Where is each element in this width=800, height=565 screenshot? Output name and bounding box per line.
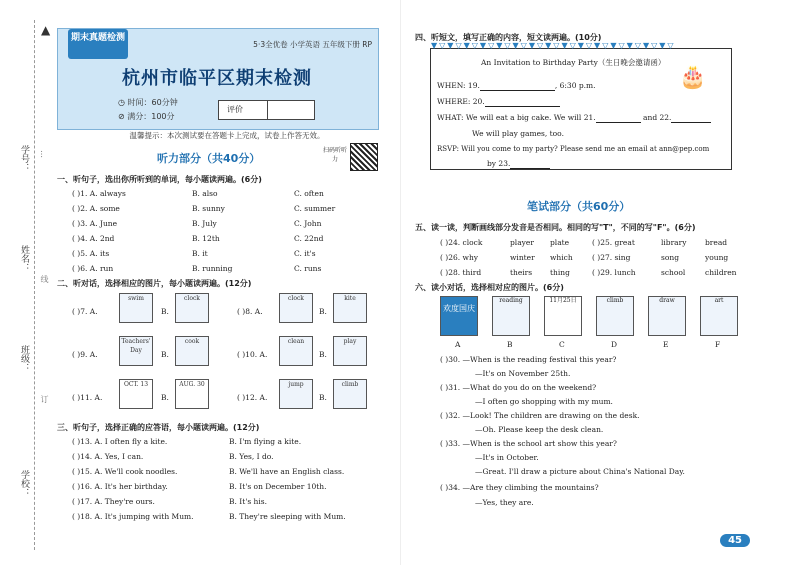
picture-a: 欢度国庆	[440, 296, 478, 336]
student-number-label: 学号：	[19, 145, 29, 172]
picture-8a: clock	[279, 293, 313, 323]
option-b: B. We'll have an English class.	[229, 467, 345, 476]
dialog-answer: —It's in October.	[475, 453, 539, 462]
picture-9a: Teachers' Day	[119, 336, 153, 366]
blank-22[interactable]	[671, 113, 711, 123]
score-box[interactable]	[218, 100, 315, 120]
letter-e: E	[663, 340, 669, 349]
word: young	[705, 253, 729, 262]
dialog-answer: —Yes, they are.	[475, 498, 534, 507]
list-item: ( )12. A.	[237, 393, 268, 402]
clock-icon: ◷	[118, 98, 128, 107]
option-c: C. often	[294, 189, 324, 198]
calendar-11a: OCT. 13	[119, 379, 153, 409]
list-item: ( )4. A. 2nd	[72, 234, 115, 243]
picture-12b: climb	[333, 379, 367, 409]
option-b-label: B.	[319, 393, 327, 402]
score-label: 评价	[227, 105, 243, 114]
option-b: B. also	[192, 189, 218, 198]
question-4-heading: 四、听短文，填写正确的内容，短文读两遍。(10分)	[415, 33, 602, 42]
class-label: 班级：	[19, 345, 29, 372]
option-c: C. 22nd	[294, 234, 324, 243]
picture-b: reading	[492, 296, 530, 336]
list-item: ( )11. A.	[72, 393, 103, 402]
list-item: ( )26. why	[440, 253, 479, 262]
cake-icon: 🎂	[679, 65, 707, 90]
page-divider	[400, 0, 401, 565]
picture-10b: play	[333, 336, 367, 366]
list-item: ( )14. A. Yes, I can.	[72, 452, 144, 461]
blank-23[interactable]	[510, 159, 550, 169]
option-b: B. They're sleeping with Mum.	[229, 512, 346, 521]
question-6-heading: 六、读小对话，选择相对应的图片。(6分)	[415, 283, 564, 292]
invitation-what: WHAT: We will eat a big cake. We will 21. and 22.	[437, 113, 711, 123]
list-item: ( )27. sing	[592, 253, 631, 262]
exam-header	[57, 28, 379, 130]
letter-f: F	[715, 340, 721, 349]
picture-d: climb	[596, 296, 634, 336]
binding-marker: 订	[40, 395, 49, 403]
option-c: C. John	[294, 219, 322, 228]
list-item: ( )17. A. They're ours.	[72, 497, 155, 506]
list-item: ( )5. A. its	[72, 249, 110, 258]
word: player	[510, 238, 534, 247]
option-c: C. runs	[294, 264, 322, 273]
option-c: C. summer	[294, 204, 336, 213]
scan-label: 扫码听听力	[322, 147, 347, 163]
blank-21[interactable]	[596, 113, 641, 123]
list-item: ( )6. A. run	[72, 264, 114, 273]
word: which	[550, 253, 573, 262]
invitation-by: by 23.	[487, 159, 550, 169]
score-divider	[267, 101, 268, 119]
list-item: ( )18. A. It's jumping with Mum.	[72, 512, 194, 521]
left-page	[57, 20, 387, 550]
check-icon: ⊘	[118, 112, 128, 121]
invitation-what-2: We will play games, too.	[472, 129, 564, 138]
invitation-card	[430, 41, 732, 170]
binding-marker: …	[39, 150, 48, 158]
invitation-where: WHERE: 20.	[437, 97, 560, 107]
list-item: ( )3. A. June	[72, 219, 118, 228]
exam-title: 杭州市临平区期末检测	[122, 68, 312, 89]
picture-c: 11月25日	[544, 296, 582, 336]
option-c: C. it's	[294, 249, 316, 258]
dialog-question: ( )32. —Look! The children are drawing on the desk.	[440, 411, 640, 420]
picture-9b: cook	[175, 336, 209, 366]
qr-code-icon[interactable]	[350, 143, 378, 171]
word: song	[661, 253, 679, 262]
picture-f: art	[700, 296, 738, 336]
option-b: B. I'm flying a kite.	[229, 437, 302, 446]
picture-10a: clean	[279, 336, 313, 366]
option-b: B. July	[192, 219, 217, 228]
list-item: ( )24. clock	[440, 238, 483, 247]
list-item: ( )9. A.	[72, 350, 98, 359]
option-b-label: B.	[161, 307, 169, 316]
blank-19[interactable]	[480, 81, 555, 91]
word: school	[661, 268, 686, 277]
binding-line	[34, 20, 35, 550]
exam-badge: 期末真题检测	[68, 29, 128, 59]
list-item: ( )29. lunch	[592, 268, 636, 277]
page-number: 45	[720, 534, 750, 547]
option-b: B. It's on December 10th.	[229, 482, 327, 491]
question-2-heading: 二、听对话，选择相应的图片，每小题读两遍。(12分)	[57, 279, 252, 288]
option-b-label: B.	[319, 307, 327, 316]
invitation-title: An Invitation to Birthday Party（生日晚会邀请函）	[481, 58, 666, 67]
list-item: ( )1. A. always	[72, 189, 126, 198]
word: plate	[550, 238, 570, 247]
option-b: B. Yes, I do.	[229, 452, 274, 461]
option-b: B. 12th	[192, 234, 220, 243]
option-b-label: B.	[161, 350, 169, 359]
letter-a: A	[455, 340, 461, 349]
list-item: ( )15. A. We'll cook noodles.	[72, 467, 178, 476]
word: winter	[510, 253, 535, 262]
letter-b: B	[507, 340, 513, 349]
letter-d: D	[611, 340, 618, 349]
writing-section-title: 笔试部分（共60分）	[527, 200, 631, 213]
rocket-icon: ▲	[41, 23, 51, 37]
right-page	[415, 28, 755, 548]
list-item: ( )8. A.	[237, 307, 263, 316]
question-3-heading: 三、听句子，选择正确的应答语，每小题读两遍。(12分)	[57, 423, 260, 432]
school-label: 学校：	[19, 470, 29, 497]
binding-strip	[0, 0, 55, 565]
picture-8b: kite	[333, 293, 367, 323]
picture-e: draw	[648, 296, 686, 336]
list-item: ( )28. third	[440, 268, 482, 277]
score-total-label: ⊘ 满分：100分	[118, 112, 175, 121]
dialog-answer: —Great. I'll draw a picture about China's National Day.	[475, 467, 685, 476]
dialog-question: ( )31. —What do you do on the weekend?	[440, 383, 597, 392]
option-b-label: B.	[319, 350, 327, 359]
dialog-answer: —It's on November 25th.	[475, 369, 571, 378]
option-b: B. It's his.	[229, 497, 268, 506]
calendar-11b: AUG. 30	[175, 379, 209, 409]
invitation-rsvp: RSVP: Will you come to my party? Please send me an email at ann@pep.com	[437, 145, 710, 153]
question-5-heading: 五、读一读，判断画线部分发音是否相同。相同的写"T"，不同的写"F"。(6分)	[415, 223, 696, 232]
picture-7a: swim	[119, 293, 153, 323]
invitation-when: WHEN: 19. , 6:30 p.m.	[437, 81, 596, 90]
time-label: ◷ 时间：60分钟	[118, 98, 178, 107]
option-b-label: B.	[161, 393, 169, 402]
list-item: ( )16. A. It's her birthday.	[72, 482, 168, 491]
dialog-answer: —I often go shopping with my mum.	[475, 397, 613, 406]
word: theirs	[510, 268, 533, 277]
dialog-answer: —Oh. Please keep the desk clean.	[475, 425, 604, 434]
blank-20[interactable]	[485, 97, 560, 107]
dialog-question: ( )34. —Are they climbing the mountains?	[440, 483, 599, 492]
letter-c: C	[559, 340, 565, 349]
list-item: ( )2. A. some	[72, 204, 120, 213]
bunting-decoration: ▼▽▼▽▼▽▼▽▼▽▼▽▼▽▼▽▼▽▼▽▼▽▼▽▼▽▼▽▼▽	[431, 41, 676, 50]
tip-text: 温馨提示：本次测试要在答题卡上完成，试卷上作答无效。	[129, 131, 325, 140]
list-item: ( )10. A.	[237, 350, 268, 359]
name-label: 姓名：	[19, 245, 29, 272]
binding-marker: 线	[40, 275, 49, 283]
dialog-question: ( )30. —When is the reading festival this year?	[440, 355, 617, 364]
word: thing	[550, 268, 570, 277]
option-b: B. running	[192, 264, 233, 273]
option-b: B. it	[192, 249, 208, 258]
list-item: ( )13. A. I often fly a kite.	[72, 437, 168, 446]
option-b: B. sunny	[192, 204, 225, 213]
question-1-heading: 一、听句子，选出你所听到的单词，每小题读两遍。(6分)	[57, 175, 262, 184]
list-item: ( )7. A.	[72, 307, 98, 316]
word: library	[661, 238, 687, 247]
dialog-question: ( )33. —When is the school art show this year?	[440, 439, 617, 448]
listening-section-title: 听力部分（共40分）	[157, 152, 261, 165]
picture-7b: clock	[175, 293, 209, 323]
picture-12a: jump	[279, 379, 313, 409]
word: bread	[705, 238, 728, 247]
list-item: ( )25. great	[592, 238, 635, 247]
series-label: 5·3全优卷 小学英语 五年级下册 RP	[253, 40, 372, 49]
word: children	[705, 268, 737, 277]
